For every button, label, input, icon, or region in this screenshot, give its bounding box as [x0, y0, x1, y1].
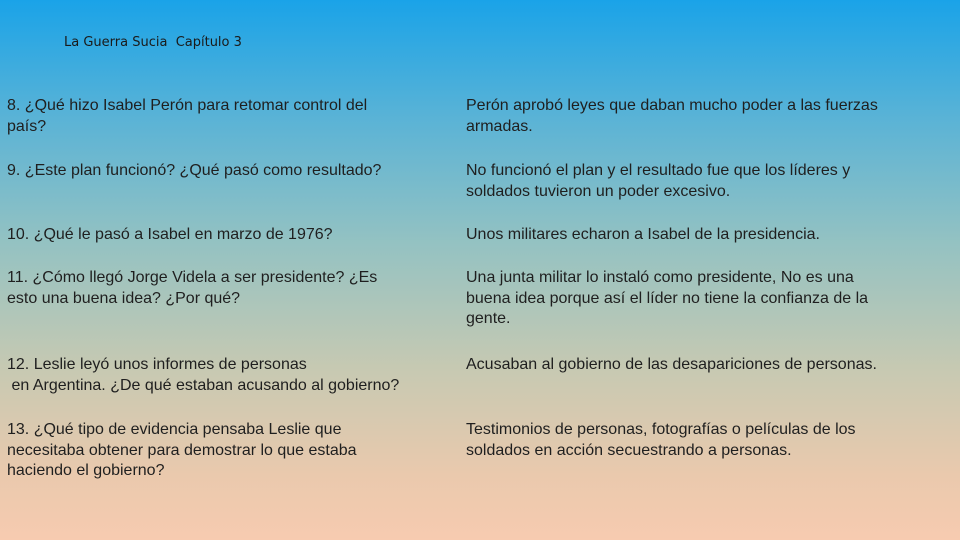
question-10: 10. ¿Qué le pasó a Isabel en marzo de 1976? [7, 226, 333, 243]
answer-11: Una junta militar lo instaló como presidente, No es una buena idea porque así el líder no tiene la confianza de la gente. [466, 269, 869, 327]
question-12: 12. Leslie leyó unos informes de personas en Argentina. ¿De qué estaban acusando al gobierno? [7, 356, 400, 394]
answer-10: Unos militares echaron a Isabel de la presidencia. [466, 226, 820, 243]
answer-8: Perón aprobó leyes que daban mucho poder a las fuerzas armadas. [466, 97, 878, 135]
question-13: 13. ¿Qué tipo de evidencia pensaba Leslie que necesitaba obtener para demostrar lo que estaba haciendo el gobierno? [7, 421, 357, 479]
question-11: 11. ¿Cómo llegó Jorge Videla a ser presidente? ¿Es esto una buena idea? ¿Por qué? [7, 269, 378, 307]
question-8: 8. ¿Qué hizo Isabel Perón para retomar control del país? [7, 97, 368, 135]
answer-12: Acusaban al gobierno de las desapariciones de personas. [466, 356, 877, 373]
answer-13: Testimonios de personas, fotografías o películas de los soldados en acción secuestrando a personas. [466, 421, 856, 459]
slide-title: La Guerra Sucia Capítulo 3 [64, 35, 242, 50]
answer-9: No funcionó el plan y el resultado fue que los líderes y soldados tuvieron un poder excesivo. [466, 162, 851, 200]
question-9: 9. ¿Este plan funcionó? ¿Qué pasó como resultado? [7, 162, 382, 179]
